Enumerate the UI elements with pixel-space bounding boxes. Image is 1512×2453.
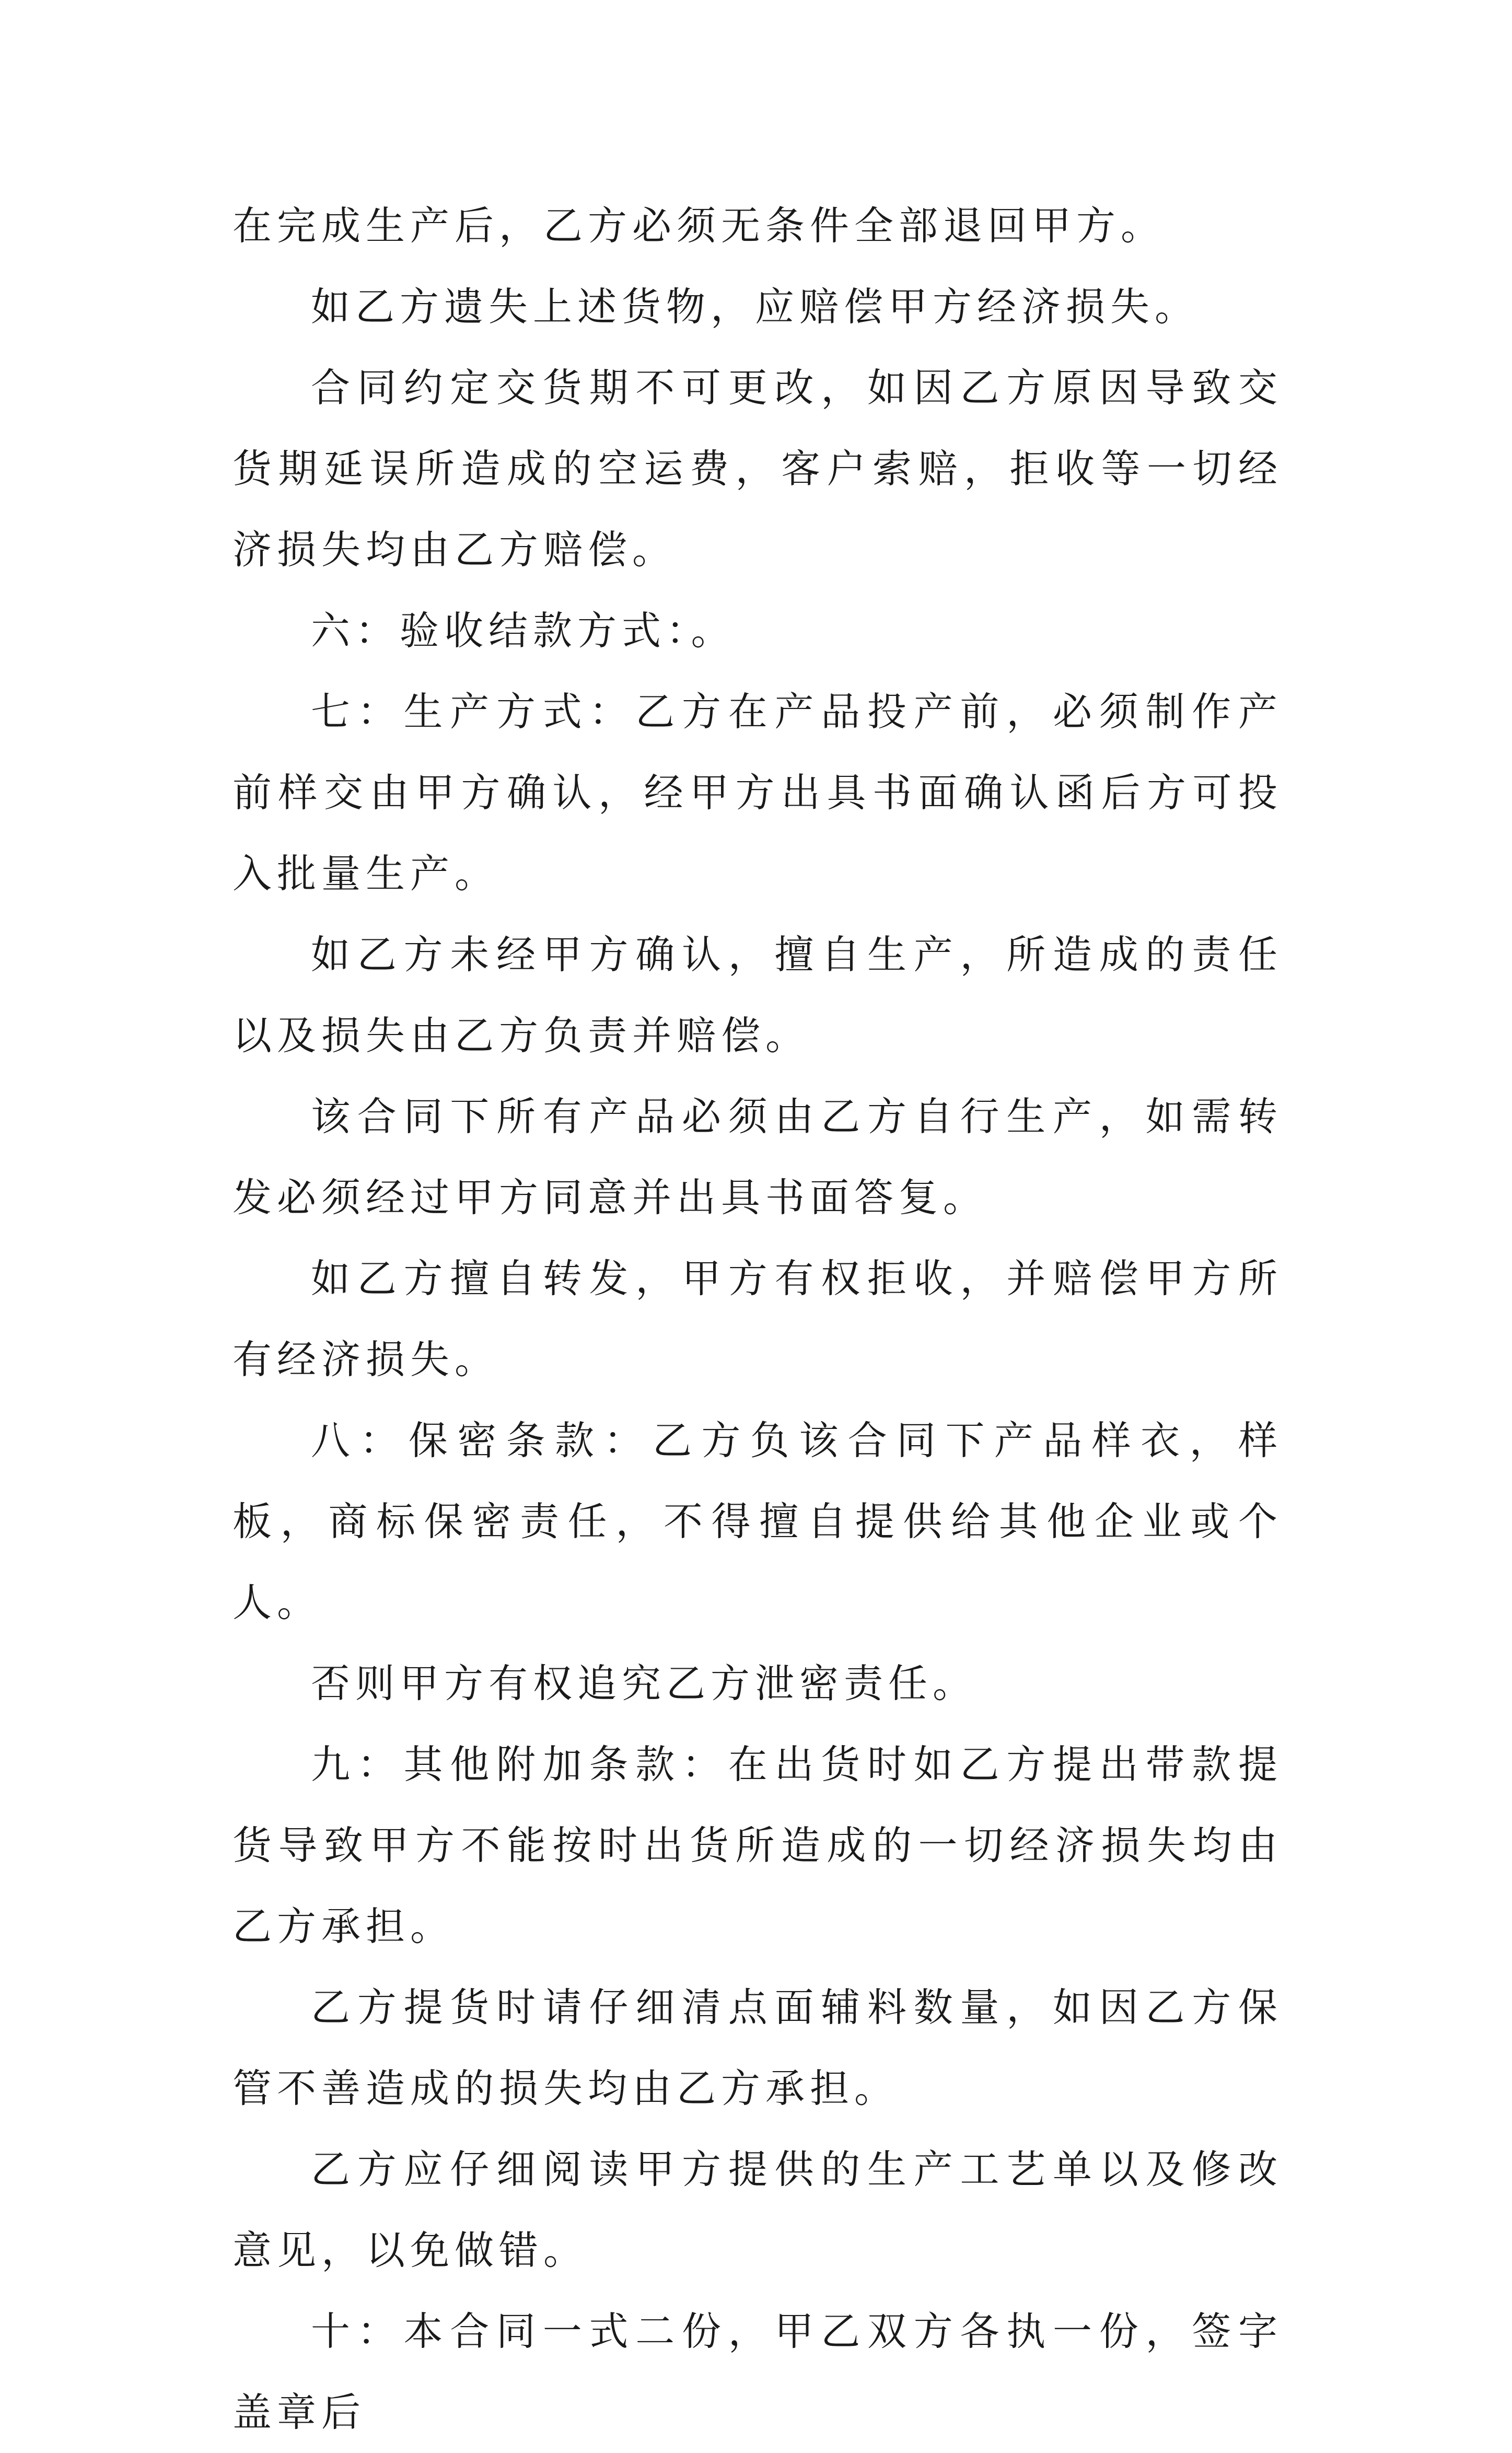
paragraph-unauthorized-subcontract: 如乙方擅自转发，甲方有权拒收，并赔偿甲方所有经济损失。 [232, 1255, 1283, 1382]
clause-9-additional-terms: 九：其他附加条款：在出货时如乙方提出带款提货导致甲方不能按时出货所造成的一切经济损失均由乙方承担。 [232, 1741, 1283, 1949]
paragraph-unauthorized-production: 如乙方未经甲方确认，擅自生产，所造成的责任以及损失由乙方负责并赔偿。 [232, 932, 1283, 1059]
paragraph-material-count: 乙方提货时请仔细清点面辅料数量，如因乙方保管不善造成的损失均由乙方承担。 [232, 1984, 1283, 2111]
clause-10-copies: 十：本合同一式二份，甲乙双方各执一份，签字盖章后 [232, 2308, 1283, 2435]
contract-body [232, 185, 1283, 2453]
clause-8-confidentiality: 八：保密条款：乙方负该合同下产品样衣，样板，商标保密责任，不得擅自提供给其他企业或个人。 [232, 1417, 1283, 1625]
clause-7-production-method: 七：生产方式：乙方在产品投产前，必须制作产前样交由甲方确认，经甲方出具书面确认函后方可投入批量生产。 [232, 689, 1283, 897]
clause-6-acceptance-payment: 六：验收结款方式：。 [311, 608, 736, 654]
paragraph-delivery-date: 合同约定交货期不可更改，如因乙方原因导致交货期延误所造成的空运费，客户索赔，拒收等一切经济损失均由乙方赔偿。 [232, 365, 1283, 573]
paragraph-self-production: 该合同下所有产品必须由乙方自行生产，如需转发必须经过甲方同意并出具书面答复。 [232, 1094, 1283, 1220]
paragraph-lost-goods: 如乙方遗失上述货物，应赔偿甲方经济损失。 [311, 284, 1200, 330]
paragraph-confidentiality-breach: 否则甲方有权追究乙方泄密责任。 [311, 1660, 978, 1706]
paragraph-process-sheet: 乙方应仔细阅读甲方提供的生产工艺单以及修改意见，以免做错。 [232, 2146, 1283, 2273]
paragraph-continuation: 在完成生产后，乙方必须无条件全部退回甲方。 [232, 203, 1166, 249]
